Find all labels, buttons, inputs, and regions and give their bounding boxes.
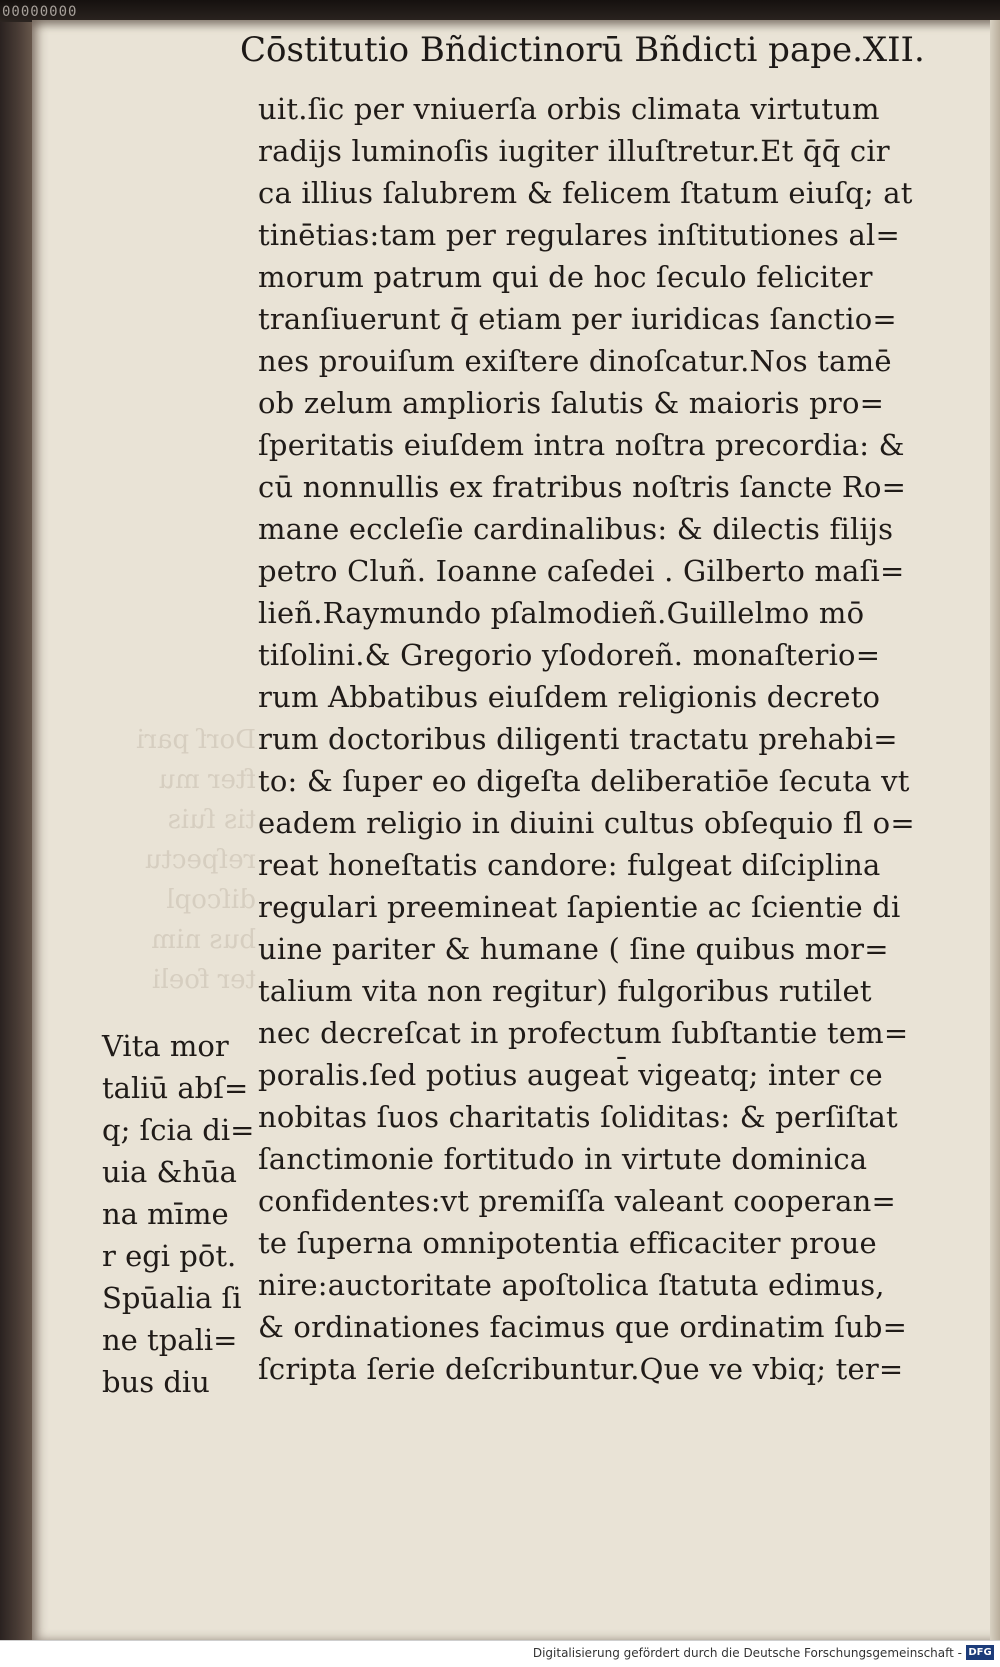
text-line: nobitas ſuos charitatis ſoliditas: & perſiſtat [258, 1100, 898, 1134]
margin-note-line: taliū abſ= [102, 1071, 249, 1105]
text-line: te ſuperna omnipotentia efficaciter proue [258, 1226, 877, 1260]
text-line: poralis.ſed potius augeat̄ vigeatq; inter ce [258, 1058, 883, 1092]
dfg-logo-badge: DFG [966, 1645, 994, 1660]
text-line: uit.ſic per vniuerſa orbis climata virtutum [258, 92, 880, 126]
book-spine-edge [0, 0, 34, 1667]
text-line: reat honeſtatis candore: fulgeat diſciplina [258, 848, 881, 882]
text-line: tranſiuerunt q̄ etiam per iuridicas ſanctio= [258, 302, 897, 336]
margin-note-line: Vita mor [102, 1029, 229, 1063]
bleed-through-shadow: Dorſ pari fter mu tis ſuis reſpectu diſcopl bus nim ter foeli [136, 725, 256, 995]
running-head: Cōstitutio Bñdictinorū Bñdicti pape.XII. [240, 30, 925, 70]
margin-note-line: ne tpali= [102, 1323, 238, 1357]
margin-note-line: bus diu [102, 1365, 210, 1399]
text-line: nes prouiſum exiſtere dinoſcatur.Nos tamē [258, 344, 892, 378]
text-line: talium vita non regitur) fulgoribus rutilet [258, 974, 872, 1008]
funding-credit: Digitalisierung gefördert durch die Deutsche Forschungsgemeinschaft - [532, 1646, 962, 1660]
margin-note-line: r egi pōt. [102, 1239, 237, 1273]
text-line: to: & ſuper eo digeſta deliberatiōe ſecuta vt [258, 764, 910, 798]
text-line: regulari preemineat ſapientie ac ſcientie di [258, 890, 901, 924]
page-fore-edge [990, 20, 1000, 1640]
text-line: ca illius ſalubrem & felicem ſtatum eiuſq; at [258, 176, 913, 210]
text-line: ſperitatis eiuſdem intra noſtra precordia: & [258, 428, 905, 462]
text-line: tinētias:tam per regulares inſtitutiones al= [258, 218, 900, 252]
margin-note-line: na mīme [102, 1197, 229, 1231]
text-line: morum patrum qui de hoc ſeculo feliciter [258, 260, 873, 294]
margin-note-line: q; ſcia di= [102, 1113, 255, 1147]
book-top-edge [0, 0, 1000, 22]
text-line: tiſolini.& Gregorio yſodoreñ. monaſterio= [258, 638, 881, 672]
scan-image-id: 00000000 [2, 4, 78, 20]
main-text-block [258, 88, 968, 1390]
text-line: rum Abbatibus eiuſdem religionis decreto [258, 680, 881, 714]
text-line: nec decreſcat in profectum ſubſtantie tem= [258, 1016, 909, 1050]
text-line: rum doctoribus diligenti tractatu prehabi= [258, 722, 898, 756]
text-line: eadem religio in diuini cultus obſequio fl o= [258, 806, 915, 840]
text-line: confidentes:vt premiſſa valeant cooperan= [258, 1184, 897, 1218]
text-line: cū nonnullis ex fratribus noſtris ſancte Ro= [258, 470, 907, 504]
text-line: ob zelum amplioris ſalutis & maioris pro= [258, 386, 885, 420]
margin-note [102, 1025, 255, 1403]
text-line: ſcripta ſerie deſcribuntur.Que ve vbiq; ter= [258, 1352, 904, 1386]
text-line: mane eccleſie cardinalibus: & dilectis filijs [258, 512, 894, 546]
text-line: radijs luminoſis iugiter illuſtretur.Et q̄q̄ cir [258, 134, 890, 168]
text-line: & ordinationes facimus que ordinatim ſub= [258, 1310, 908, 1344]
text-line: lieñ.Raymundo pſalmodieñ.Guillelmo mō [258, 596, 865, 630]
margin-note-line: uia &hūa [102, 1155, 237, 1189]
text-line: petro Cluñ. Ioanne caſedei . Gilberto maſi= [258, 554, 905, 588]
text-line: nire:auctoritate apoſtolica ſtatuta edimus, [258, 1268, 885, 1302]
text-line: uine pariter & humane ( ſine quibus mor= [258, 932, 889, 966]
text-line: ſanctimonie fortitudo in virtute dominica [258, 1142, 868, 1176]
margin-note-line: Spūalia ſi [102, 1281, 242, 1315]
